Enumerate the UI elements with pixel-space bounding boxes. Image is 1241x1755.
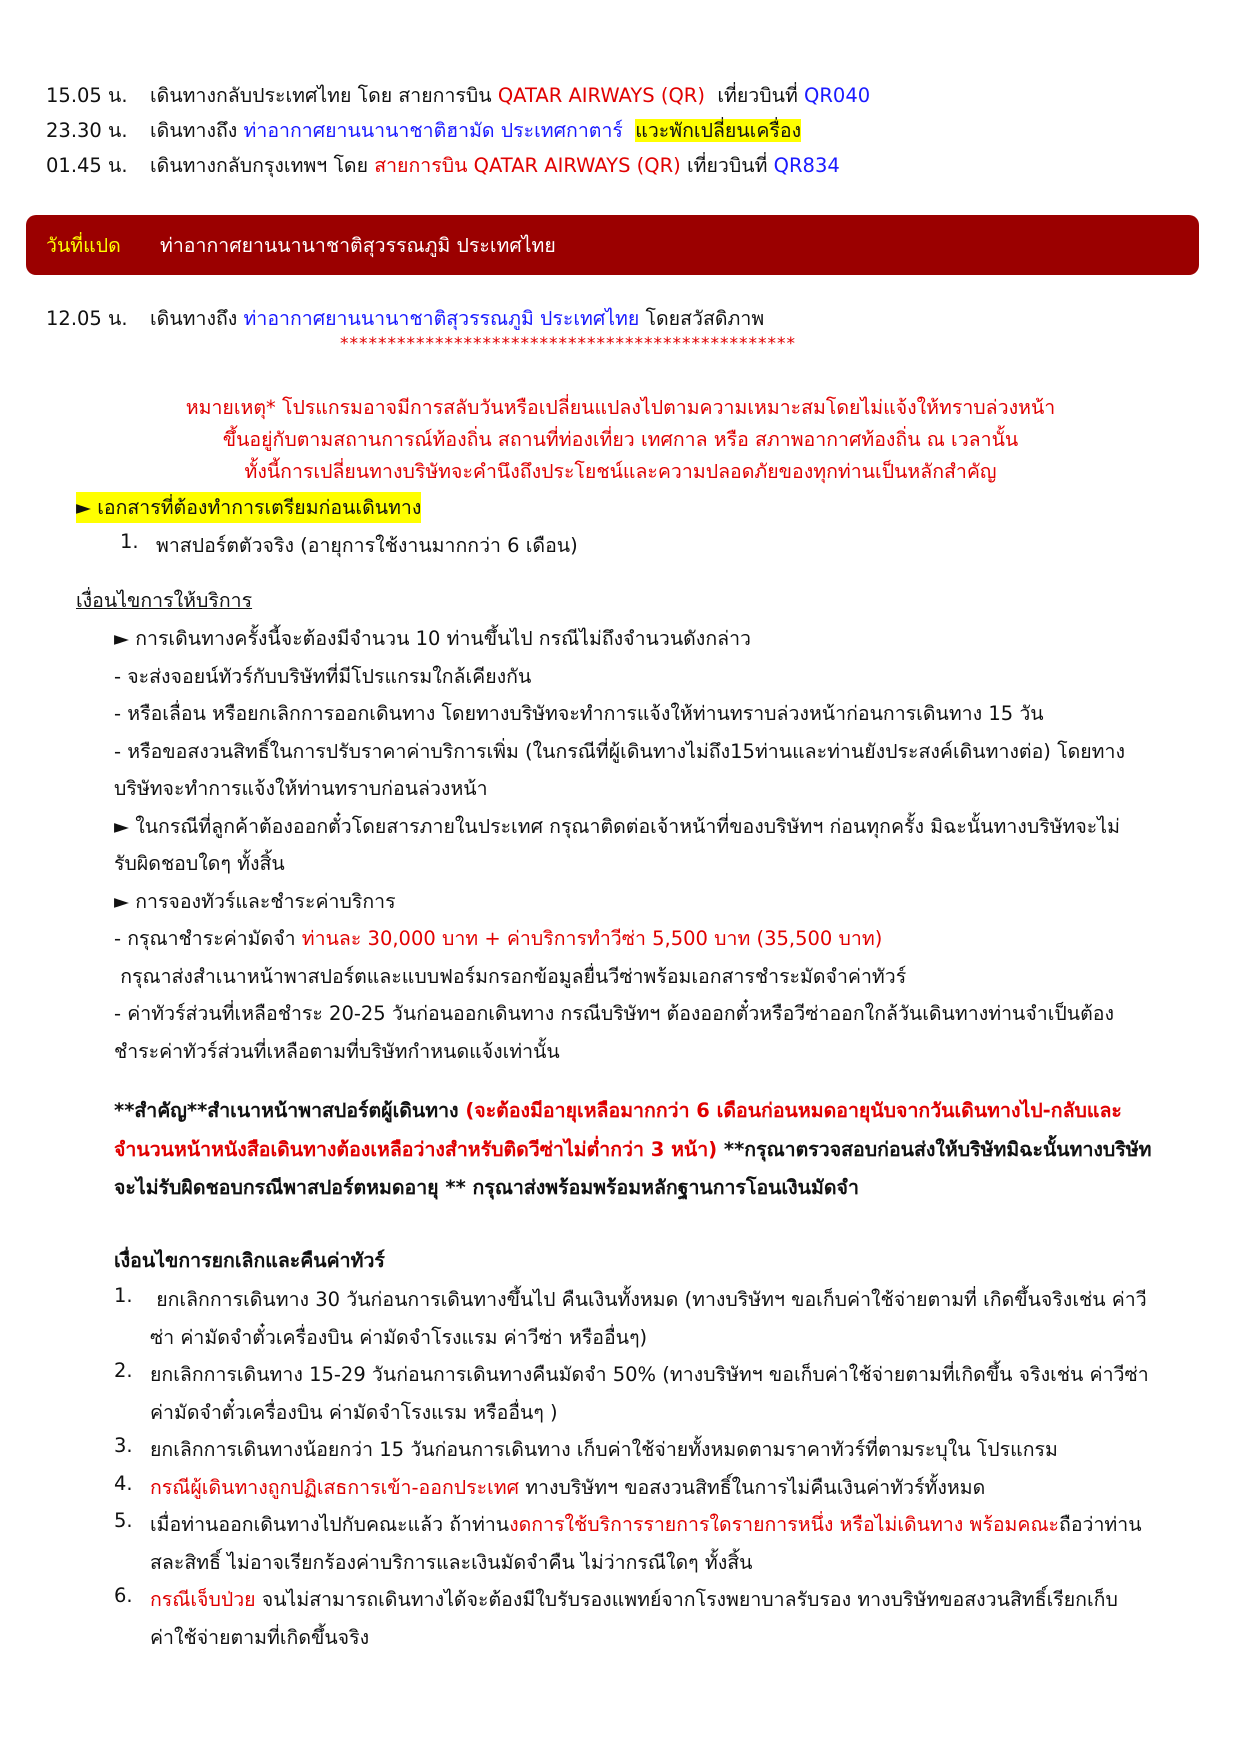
important-text: **กรุณาตรวจสอบก่อนส่งให้บริษัทมิฉะนั้นทางบริษัท — [717, 1138, 1152, 1161]
arrival-end: โดยสวัสดิภาพ — [639, 307, 765, 330]
docs-item-text: พาสปอร์ตตัวจริง (อายุการใช้งานมากกว่า 6 เดือน) — [156, 534, 578, 557]
cancel-red: กรณีเจ็บป่วย — [150, 1588, 256, 1611]
conditions-heading: เงื่อนไขการให้บริการ — [76, 589, 253, 612]
flight-desc — [150, 115, 801, 146]
flight-text: เดินทางกลับกรุงเทพฯ โดย — [150, 154, 375, 177]
important-red: จำนวนหน้าหนังสือเดินทางต้องเหลือว่างสำหรับติดวีซ่าไม่ต่ำกว่า 3 หน้า) — [114, 1138, 718, 1161]
cancel-number: 5. — [114, 1509, 133, 1532]
remark-line: ขึ้นอยู่กับตามสถานการณ์ท้องถิ่น สถานที่ท่องเที่ยว เทศกาล หรือ สภาพอากาศท้องถิ่น ณ เวลานั้น — [222, 428, 1019, 451]
important-line — [114, 1134, 1152, 1165]
arrival-desc — [150, 303, 764, 334]
docs-item-number: 1. — [120, 530, 139, 553]
flight-label: เที่ยวบินที่ — [680, 154, 774, 177]
condition-line: ชำระค่าทัวร์ส่วนที่เหลือตามที่บริษัทกำหนดแจ้งเท่านั้น — [114, 1040, 560, 1063]
transit-note: แวะพักเปลี่ยนเครื่อง — [635, 119, 802, 142]
condition-line: บริษัทจะทำการแจ้งให้ท่านทราบก่อนล่วงหน้า — [114, 777, 488, 800]
cancel-text — [150, 1584, 1118, 1615]
cancel-text: ซ่า ค่ามัดจำตั๋วเครื่องบิน ค่ามัดจำโรงแรม ค่าวีซ่า หรืออื่นๆ) — [150, 1326, 648, 1349]
condition-line: ► การจองทัวร์และชำระค่าบริการ — [114, 890, 396, 913]
cancel-number: 2. — [114, 1359, 133, 1382]
remark-line: ทั้งนี้การเปลี่ยนทางบริษัทจะคำนึงถึงประโยชน์และความปลอดภัยของทุกท่านเป็นหลักสำคัญ — [244, 460, 997, 483]
day-place: ท่าอากาศยานนานาชาติสุวรรณภูมิ ประเทศไทย — [160, 234, 556, 257]
important-label: **สำคัญ**สำเนาหน้าพาสปอร์ตผู้เดินทาง — [114, 1099, 466, 1122]
flight-text: เดินทางถึง — [150, 119, 244, 142]
condition-line: - ค่าทัวร์ส่วนที่เหลือชำระ 20-25 วันก่อนออกเดินทาง กรณีบริษัทฯ ต้องออกตั๋วหรือวีซ่าออกใกล้วันเดินทางท่านจำเป็นต้อง — [114, 1002, 1114, 1025]
cancel-text — [150, 1509, 1142, 1540]
cancel-text-a: เมื่อท่านออกเดินทางไปกับคณะแล้ว ถ้าท่าน — [150, 1513, 510, 1536]
cancel-red: งดการใช้บริการรายการใดรายการหนึ่ง หรือไม่เดินทาง พร้อมคณะ — [509, 1513, 1060, 1536]
condition-line: - จะส่งจอยน์ทัวร์กับบริษัทที่มีโปรแกรมใกล้เคียงกัน — [114, 665, 532, 688]
airport-name: ท่าอากาศยานนานาชาติฮามัด ประเทศกาตาร์ — [243, 119, 623, 142]
flight-number: QR040 — [804, 84, 871, 107]
docs-heading: ► เอกสารที่ต้องทำการเตรียมก่อนเดินทาง — [76, 492, 421, 523]
flight-row — [46, 80, 128, 111]
cancel-text: ค่ามัดจำตั๋วเครื่องบิน ค่ามัดจำโรงแรม หรืออื่นๆ ) — [150, 1401, 558, 1424]
deposit-text: - กรุณาชำระค่ามัดจำ — [114, 927, 302, 950]
cancel-text — [150, 1472, 985, 1503]
condition-line: - หรือขอสงวนสิทธิ์ในการปรับราคาค่าบริการเพิ่ม (ในกรณีที่ผู้เดินทางไม่ถึง15ท่านและท่านยังประสงค์เดินทางต่อ) โดยทาง — [114, 740, 1126, 763]
cancel-text: ค่าใช้จ่ายตามที่เกิดขึ้นจริง — [150, 1626, 370, 1649]
important-line — [114, 1095, 1122, 1126]
important-red: (จะต้องมีอายุเหลือมากกว่า 6 เดือนก่อนหมดอายุนับจากวันเดินทางไป-กลับและ — [465, 1099, 1122, 1122]
flight-text: เดินทางกลับประเทศไทย โดย สายการบิน — [150, 84, 498, 107]
arrival-text: เดินทางถึง — [150, 307, 244, 330]
remark-line: หมายเหตุ* โปรแกรมอาจมีการสลับวันหรือเปลี่ยนแปลงไปตามความเหมาะสมโดยไม่แจ้งให้ทราบล่วงหน้า — [185, 396, 1056, 419]
flight-desc — [150, 150, 840, 181]
flight-row — [46, 115, 128, 146]
cancel-number: 4. — [114, 1472, 133, 1495]
flight-label: เที่ยวบินที่ — [704, 84, 805, 107]
flight-time: 23.30 น. — [46, 119, 128, 142]
flight-number: QR834 — [773, 154, 840, 177]
cancel-text: สละสิทธิ์ ไม่อาจเรียกร้องค่าบริการและเงินมัดจำคืน ไม่ว่ากรณีใดๆ ทั้งสิ้น — [150, 1551, 753, 1574]
condition-line: ► การเดินทางครั้งนี้จะต้องมีจำนวน 10 ท่านขึ้นไป กรณีไม่ถึงจำนวนดังกล่าว — [114, 627, 751, 650]
cancel-text: ยกเลิกการเดินทาง 15-29 วันก่อนการเดินทางคืนมัดจำ 50% (ทางบริษัทฯ ขอเก็บค่าใช้จ่ายตามที่เกิดขึ้น จริงเช่น ค่าวีซ่า — [150, 1363, 1149, 1386]
cancel-red: กรณีผู้เดินทางถูกปฏิเสธการเข้า-ออกประเทศ — [150, 1476, 519, 1499]
deposit-line — [114, 923, 882, 954]
airline-name: QATAR AIRWAYS (QR) — [497, 84, 705, 107]
divider-stars: ************************************************ — [340, 334, 796, 354]
day-label: วันที่แปด — [46, 234, 121, 257]
flight-row — [46, 150, 128, 181]
cancel-rest: จนไม่สามารถเดินทางได้จะต้องมีใบรับรองแพทย์จากโรงพยาบาลรับรอง ทางบริษัทขอสงวนสิทธิ์เรียกเก็บ — [255, 1588, 1118, 1611]
cancel-number: 6. — [114, 1584, 133, 1607]
cancel-text: ยกเลิกการเดินทาง 30 วันก่อนการเดินทางขึ้นไป คืนเงินทั้งหมด (ทางบริษัทฯ ขอเก็บค่าใช้จ่ายตามที่ เกิดขึ้นจริงเช่น ค่าวี — [150, 1288, 1147, 1311]
cancel-number: 1. — [114, 1284, 133, 1307]
cancel-text: ยกเลิกการเดินทางน้อยกว่า 15 วันก่อนการเดินทาง เก็บค่าใช้จ่ายทั้งหมดตามราคาทัวร์ที่ตามระบุใน โปรแกรม — [150, 1438, 1058, 1461]
airline-name: สายการบิน QATAR AIRWAYS (QR) — [374, 154, 681, 177]
cancel-rest: ทางบริษัทฯ ขอสงวนสิทธิ์ในการไม่คืนเงินค่าทัวร์ทั้งหมด — [519, 1476, 986, 1499]
day-banner — [26, 215, 1199, 275]
cancel-heading: เงื่อนไขการยกเลิกและคืนค่าทัวร์ — [114, 1249, 385, 1272]
deposit-amount: ท่านละ 30,000 บาท + ค่าบริการทำวีซ่า 5,500 บาท (35,500 บาท) — [301, 927, 883, 950]
flight-time: 01.45 น. — [46, 154, 128, 177]
arrival-time: 12.05 น. — [46, 307, 128, 330]
condition-line: กรุณาส่งสำเนาหน้าพาสปอร์ตและแบบฟอร์มกรอกข้อมูลยื่นวีซ่าพร้อมเอกสารชำระมัดจำค่าทัวร์ — [114, 965, 907, 988]
cancel-number: 3. — [114, 1434, 133, 1457]
condition-line: - หรือเลื่อน หรือยกเลิกการออกเดินทาง โดยทางบริษัทจะทำการแจ้งให้ท่านทราบล่วงหน้าก่อนการเดินทาง 15 วัน — [114, 702, 1044, 725]
flight-time: 15.05 น. — [46, 84, 128, 107]
flight-desc — [150, 80, 870, 111]
arrival-place: ท่าอากาศยานนานาชาติสุวรรณภูมิ ประเทศไทย — [243, 307, 640, 330]
condition-line: ► ในกรณีที่ลูกค้าต้องออกตั๋วโดยสารภายในประเทศ กรุณาติดต่อเจ้าหน้าที่ของบริษัทฯ ก่อนทุกครั้ง มิฉะนั้นทางบริษัทจะไม่ — [114, 815, 1120, 838]
condition-line: รับผิดชอบใดๆ ทั้งสิ้น — [114, 852, 285, 875]
important-line: จะไม่รับผิดชอบกรณีพาสปอร์ตหมดอายุ ** กรุณาส่งพร้อมพร้อมหลักฐานการโอนเงินมัดจำ — [114, 1176, 859, 1199]
cancel-text-b: ถือว่าท่าน — [1059, 1513, 1142, 1536]
